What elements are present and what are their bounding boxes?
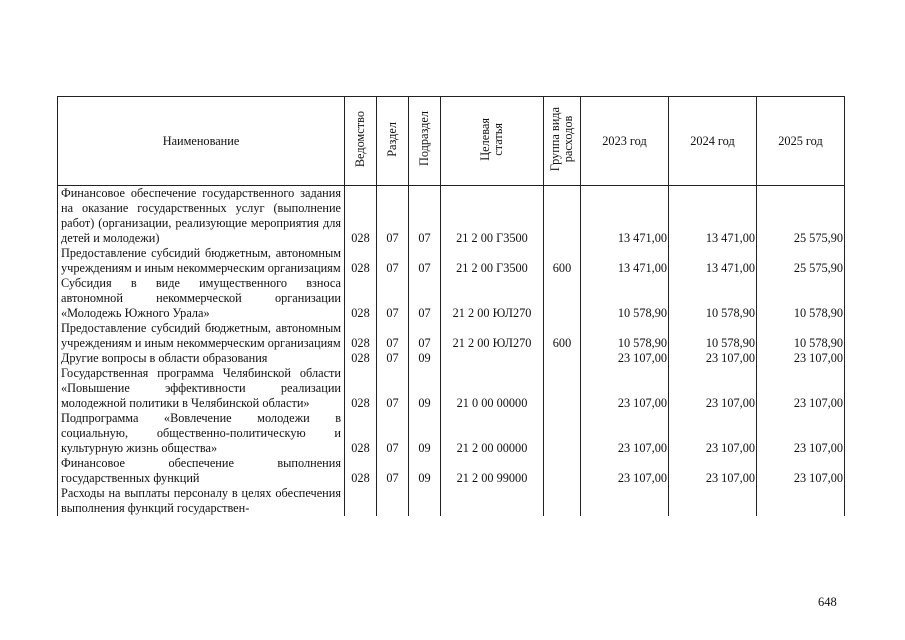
row-2025: 25 575,90	[757, 186, 845, 247]
col-header-celevaya: Целевая статья	[441, 97, 544, 186]
row-razd: 07	[377, 246, 409, 276]
row-2025: 23 107,00	[757, 366, 845, 411]
row-2023: 23 107,00	[581, 411, 669, 456]
row-razd	[377, 486, 409, 516]
row-2025	[757, 486, 845, 516]
row-cel: 21 2 00 Г3500	[441, 246, 544, 276]
row-name: Финансовое обеспечение государственного задания на оказание государственных услуг (выполнение работ) (организации, реализующие мероприятия для детей и молодежи)	[58, 186, 345, 247]
row-grp: 600	[544, 321, 581, 351]
row-grp	[544, 486, 581, 516]
table-row	[58, 246, 845, 276]
row-2024: 23 107,00	[669, 366, 757, 411]
row-podr: 09	[409, 366, 441, 411]
row-2025: 10 578,90	[757, 276, 845, 321]
col-header-2024: 2024 год	[669, 97, 757, 186]
row-2024: 23 107,00	[669, 351, 757, 366]
row-2025: 10 578,90	[757, 321, 845, 351]
row-ved: 028	[345, 321, 377, 351]
row-2025: 23 107,00	[757, 411, 845, 456]
row-2023: 10 578,90	[581, 276, 669, 321]
table-row	[58, 456, 845, 486]
col-header-gruppa: Группа вида расходов	[544, 97, 581, 186]
row-razd: 07	[377, 411, 409, 456]
row-razd: 07	[377, 276, 409, 321]
row-2024	[669, 486, 757, 516]
row-razd: 07	[377, 186, 409, 247]
table-row	[58, 411, 845, 456]
row-cel	[441, 486, 544, 516]
row-2024: 23 107,00	[669, 411, 757, 456]
row-name: Подпрограмма «Вовлечение молодежи в социальную, общественно-политическую и культурную жизнь общества»	[58, 411, 345, 456]
row-podr: 07	[409, 321, 441, 351]
col-header-razdel: Раздел	[377, 97, 409, 186]
table-row	[58, 276, 845, 321]
row-grp	[544, 186, 581, 247]
row-2023: 13 471,00	[581, 186, 669, 247]
row-ved	[345, 486, 377, 516]
row-grp	[544, 351, 581, 366]
row-grp	[544, 411, 581, 456]
row-2023: 23 107,00	[581, 351, 669, 366]
page-number: 648	[818, 595, 837, 609]
row-name: Другие вопросы в области образования	[58, 351, 345, 366]
table-row	[58, 486, 845, 516]
col-header-podrazdel: Подраздел	[409, 97, 441, 186]
row-ved: 028	[345, 351, 377, 366]
row-2023: 13 471,00	[581, 246, 669, 276]
row-2024: 10 578,90	[669, 321, 757, 351]
row-podr	[409, 486, 441, 516]
row-razd: 07	[377, 321, 409, 351]
row-podr: 09	[409, 351, 441, 366]
row-2024: 13 471,00	[669, 246, 757, 276]
row-2025: 25 575,90	[757, 246, 845, 276]
row-ved: 028	[345, 456, 377, 486]
row-name: Расходы на выплаты персоналу в целях обеспечения выполнения функций государствен-	[58, 486, 345, 516]
row-cel: 21 2 00 99000	[441, 456, 544, 486]
row-2024: 23 107,00	[669, 456, 757, 486]
row-cel: 21 0 00 00000	[441, 366, 544, 411]
col-header-2023: 2023 год	[581, 97, 669, 186]
row-name: Государственная программа Челябинской области «Повышение эффективности реализации молодежной политики в Челябинской области»	[58, 366, 345, 411]
budget-table	[57, 96, 845, 516]
row-grp: 600	[544, 246, 581, 276]
row-2023: 10 578,90	[581, 321, 669, 351]
row-podr: 07	[409, 246, 441, 276]
row-ved: 028	[345, 186, 377, 247]
row-2023: 23 107,00	[581, 456, 669, 486]
row-ved: 028	[345, 246, 377, 276]
row-ved: 028	[345, 411, 377, 456]
col-header-vedomstvo: Ведомство	[345, 97, 377, 186]
row-podr: 07	[409, 186, 441, 247]
row-2023	[581, 486, 669, 516]
table-row	[58, 186, 845, 247]
row-2025: 23 107,00	[757, 456, 845, 486]
table-row	[58, 366, 845, 411]
row-podr: 09	[409, 411, 441, 456]
row-razd: 07	[377, 351, 409, 366]
row-grp	[544, 276, 581, 321]
row-cel	[441, 351, 544, 366]
row-2024: 13 471,00	[669, 186, 757, 247]
row-cel: 21 2 00 Г3500	[441, 186, 544, 247]
row-grp	[544, 366, 581, 411]
row-cel: 21 2 00 ЮЛ270	[441, 321, 544, 351]
row-2025: 23 107,00	[757, 351, 845, 366]
row-2024: 10 578,90	[669, 276, 757, 321]
row-podr: 09	[409, 456, 441, 486]
row-razd: 07	[377, 456, 409, 486]
row-grp	[544, 456, 581, 486]
table-row	[58, 321, 845, 351]
header-row	[58, 97, 845, 186]
row-2023: 23 107,00	[581, 366, 669, 411]
row-cel: 21 2 00 ЮЛ270	[441, 276, 544, 321]
row-ved: 028	[345, 366, 377, 411]
row-razd: 07	[377, 366, 409, 411]
row-ved: 028	[345, 276, 377, 321]
row-name: Предоставление субсидий бюджетным, автономным учреждениям и иным некоммерческим организациям	[58, 246, 345, 276]
col-header-2025: 2025 год	[757, 97, 845, 186]
row-name: Субсидия в виде имущественного взноса автономной некоммерческой организации «Молодежь Южного Урала»	[58, 276, 345, 321]
row-podr: 07	[409, 276, 441, 321]
table-row	[58, 351, 845, 366]
row-name: Предоставление субсидий бюджетным, автономным учреждениям и иным некоммерческим организациям	[58, 321, 345, 351]
row-cel: 21 2 00 00000	[441, 411, 544, 456]
row-name: Финансовое обеспечение выполнения государственных функций	[58, 456, 345, 486]
col-header-name: Наименование	[58, 97, 345, 186]
